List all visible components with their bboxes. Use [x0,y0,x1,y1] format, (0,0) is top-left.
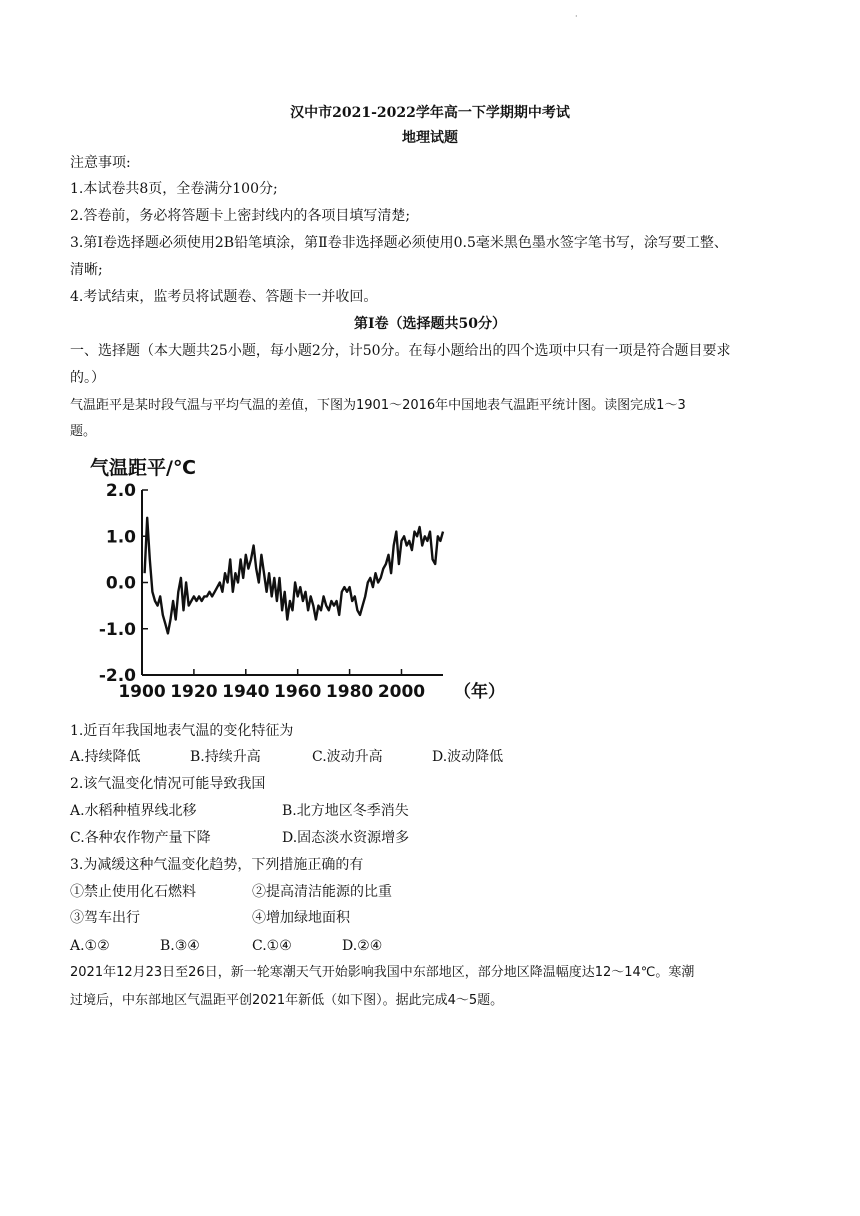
note-item-3-cont: 清晰; [70,262,103,278]
y-tick-label: -2.0 [98,666,136,686]
q2-option-c[interactable]: C.各种农作物产量下降 [70,830,211,846]
note-item-4: 4.考试结束，监考员将试题卷、答题卡一并收回。 [70,289,378,305]
q2-option-b[interactable]: B.北方地区冬季消失 [282,803,409,819]
y-tick-label: 2.0 [105,481,136,501]
x-tick-label: 1980 [325,682,374,702]
exam-title: 汉中市2021-2022学年高一下学期期中考试 [290,105,570,121]
series-line-anomaly [145,518,443,634]
section-instructions: 一、选择题（本大题共25小题，每小题2分，计50分。在每小题给出的四个选项中只有一项是符合题目要求 [70,343,731,359]
q3-item-4: ④增加绿地面积 [252,910,350,926]
notes-heading: 注意事项: [70,155,131,171]
passage-2-cont: 过境后，中东部地区气温距平创2021年新低（如下图）。据此完成4～5题。 [70,993,504,1008]
note-item-1: 1.本试卷共8页，全卷满分100分; [70,181,278,197]
q3-option-a[interactable]: A.①② [70,938,110,954]
q1-option-c[interactable]: C.波动升高 [312,749,383,765]
q3-item-3: ③驾车出行 [70,910,140,926]
passage-2: 2021年12月23日至26日，新一轮寒潮天气开始影响我国中东部地区，部分地区降温幅度达12～14℃。寒潮 [70,965,695,980]
x-tick-label: 1960 [274,682,322,702]
note-item-3: 3.第Ⅰ卷选择题必须使用2B铅笔填涂，第Ⅱ卷非选择题必须使用0.5毫米黑色墨水签字笔书写，涂写要工整、 [70,235,728,251]
note-item-2: 2.答卷前，务必将答题卡上密封线内的各项目填写清楚; [70,208,411,224]
q3-item-1: ①禁止使用化石燃料 [70,884,196,900]
y-tick-label: 1.0 [105,527,136,548]
x-tick-label: 1940 [222,682,270,702]
y-tick-label: -1.0 [98,619,136,640]
question-1-stem: 1.近百年我国地表气温的变化特征为 [70,723,294,739]
x-tick-label: 1920 [170,682,218,702]
passage-1: 气温距平是某时段气温与平均气温的差值，下图为1901～2016年中国地表气温距平统计图。读图完成1～3 [70,398,686,413]
q3-option-b[interactable]: B.③④ [160,938,200,954]
q3-item-2: ②提高清洁能源的比重 [252,884,392,900]
q1-option-b[interactable]: B.持续升高 [190,749,261,765]
section-instructions-cont: 的。） [70,370,105,386]
y-tick-label: 0.0 [105,573,136,594]
q1-option-d[interactable]: D.波动降低 [432,749,504,765]
q2-option-d[interactable]: D.固态淡水资源增多 [282,830,410,846]
question-2-stem: 2.该气温变化情况可能导致我国 [70,776,266,792]
q1-option-a[interactable]: A.持续降低 [70,749,141,765]
y-axis-label: 气温距平/℃ [90,457,196,479]
section-title: 第Ⅰ卷（选择题共50分） [353,316,507,332]
exam-subtitle: 地理试题 [402,130,458,146]
x-axis-label: （年） [454,682,505,702]
q2-option-a[interactable]: A.水稻种植界线北移 [70,803,197,819]
question-3-stem: 3.为减缓这种气温变化趋势，下列措施正确的有 [70,857,364,873]
temperature-anomaly-chart [88,448,520,710]
x-tick-label: 2000 [377,682,426,702]
scan-mark: · [575,12,578,21]
x-tick-label: 1900 [118,682,166,702]
q3-option-d[interactable]: D.②④ [342,938,383,954]
passage-1-cont: 题。 [70,424,97,439]
q3-option-c[interactable]: C.①④ [252,938,292,954]
